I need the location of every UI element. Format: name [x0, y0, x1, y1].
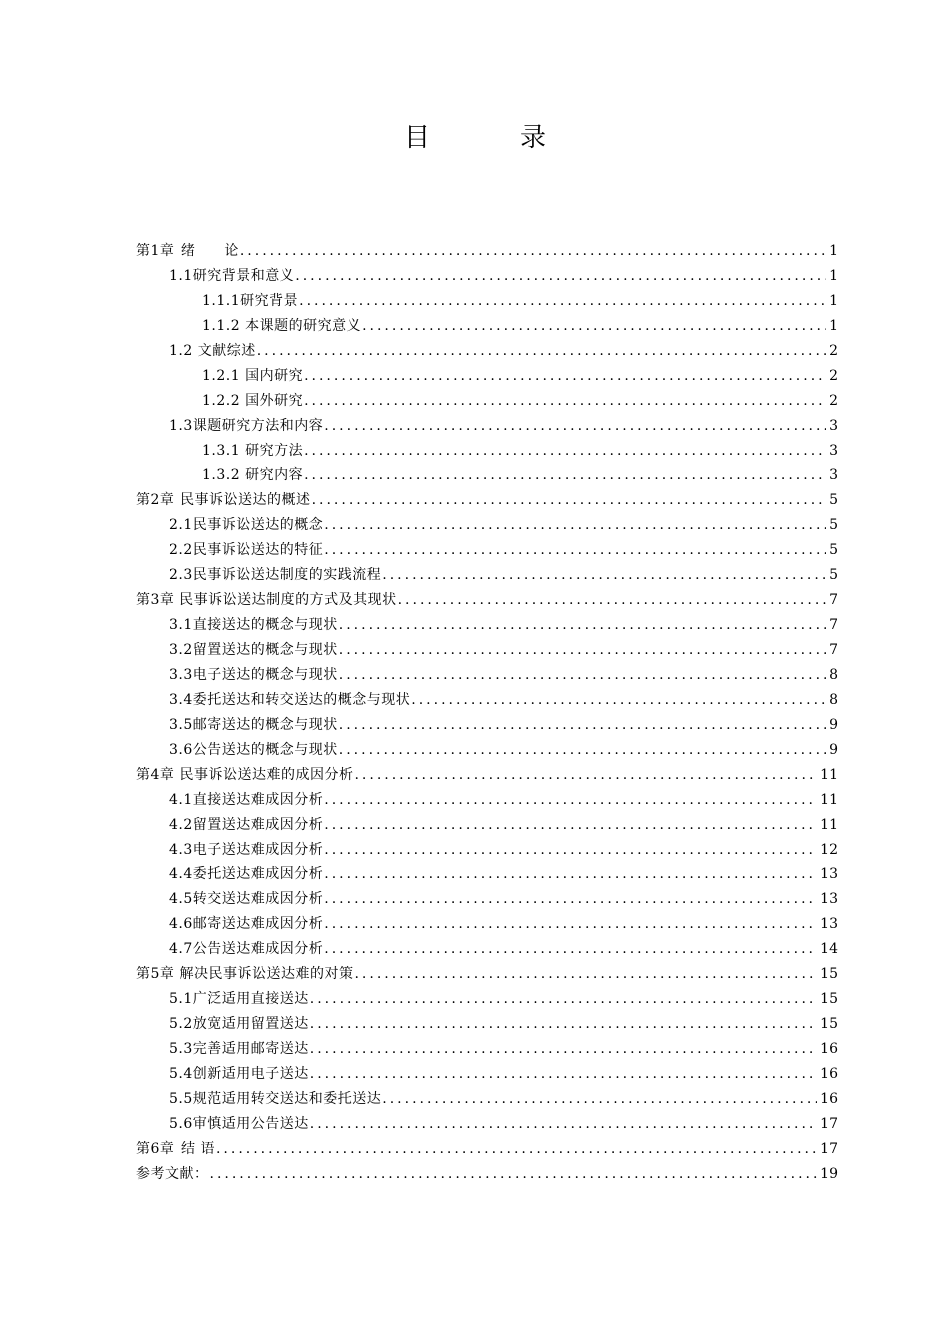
- toc-entry[interactable]: [136, 738, 838, 763]
- toc-entry-label: 3.1直接送达的概念与现状: [169, 617, 338, 634]
- toc-dot-leader: [324, 538, 826, 563]
- toc-page-number: 1: [829, 317, 838, 334]
- toc-dot-leader: [339, 663, 826, 688]
- toc-entry[interactable]: [136, 788, 838, 813]
- toc-dot-leader: [324, 838, 817, 863]
- toc-dot-leader: [354, 763, 817, 788]
- toc-page-number: 15: [820, 966, 838, 983]
- toc-page-number: 3: [829, 467, 838, 484]
- toc-entry-label: 5.4创新适用电子送达: [169, 1065, 309, 1082]
- toc-entry[interactable]: [136, 862, 838, 887]
- toc-entry[interactable]: [136, 838, 838, 863]
- toc-dot-leader: [324, 788, 817, 813]
- toc-entry-label: 民事诉讼送达制度的方式及其现状: [179, 592, 397, 609]
- toc-entry[interactable]: [136, 663, 838, 688]
- toc-dot-leader: [304, 389, 826, 414]
- toc-page-number: 11: [820, 816, 838, 833]
- toc-page-number: 7: [829, 592, 838, 609]
- toc-page-number: 13: [820, 866, 838, 883]
- toc-entry[interactable]: [136, 713, 838, 738]
- toc-dot-leader: [339, 713, 826, 738]
- toc-page-number: 9: [829, 741, 838, 758]
- toc-page-number: 5: [829, 567, 838, 584]
- toc-dot-leader: [324, 414, 826, 439]
- toc-dot-leader: [339, 638, 826, 663]
- toc-page-number: 8: [829, 691, 838, 708]
- toc-entry[interactable]: [136, 962, 838, 987]
- toc-entry[interactable]: [136, 364, 838, 389]
- toc-dot-leader: [312, 488, 827, 513]
- toc-page-number: 14: [820, 941, 838, 958]
- toc-entry-label: 解决民事诉讼送达难的对策: [179, 966, 354, 983]
- toc-dot-leader: [324, 937, 817, 962]
- toc-entry[interactable]: [136, 289, 838, 314]
- toc-page-number: 7: [829, 617, 838, 634]
- toc-page-number: 19: [820, 1165, 838, 1182]
- toc-entry-label: 5.2放宽适用留置送达: [169, 1016, 309, 1033]
- toc-page-number: 15: [820, 1016, 838, 1033]
- toc-entry-label: 民事诉讼送达难的成因分析: [179, 766, 354, 783]
- toc-page-number: 13: [820, 891, 838, 908]
- toc-entry[interactable]: [136, 1037, 838, 1062]
- toc-page-number: 17: [820, 1140, 838, 1157]
- toc-entry[interactable]: [136, 1062, 838, 1087]
- toc-dot-leader: [310, 1012, 817, 1037]
- toc-entry-label: 4.2留置送达难成因分析: [169, 816, 324, 833]
- toc-page-number: 5: [829, 492, 838, 509]
- toc-entry[interactable]: [136, 763, 838, 788]
- toc-entry[interactable]: [136, 463, 838, 488]
- toc-page-number: 5: [829, 542, 838, 559]
- toc-entry-label: 1.2.2 国外研究: [202, 392, 304, 409]
- toc-dot-leader: [304, 439, 826, 464]
- toc-page-number: 15: [820, 991, 838, 1008]
- toc-entry-label: 2.2民事诉讼送达的特征: [169, 542, 324, 559]
- toc-page-number: 9: [829, 716, 838, 733]
- toc-page-number: 3: [829, 417, 838, 434]
- toc-entry[interactable]: [136, 1137, 838, 1162]
- toc-entry-label: 1.2 文献综述: [169, 342, 256, 359]
- toc-page-number: 11: [820, 791, 838, 808]
- toc-entry[interactable]: [136, 389, 838, 414]
- toc-entry[interactable]: [136, 813, 838, 838]
- toc-page-number: 1: [829, 243, 838, 259]
- toc-entry[interactable]: [136, 414, 838, 439]
- toc-entry-label: 4.3电子送达难成因分析: [169, 841, 324, 858]
- toc-page-number: 12: [820, 841, 838, 858]
- toc-page-number: 1: [829, 292, 838, 309]
- toc-entry-label: 3.2留置送达的概念与现状: [169, 642, 338, 658]
- toc-page-number: 11: [820, 766, 838, 783]
- toc-entry[interactable]: [136, 1012, 838, 1037]
- toc-entry-label: 1.3课题研究方法和内容: [169, 417, 324, 434]
- toc-entry-label: 1.1.2 本课题的研究意义: [202, 317, 362, 334]
- toc-dot-leader: [304, 364, 826, 389]
- toc-entry[interactable]: [136, 912, 838, 937]
- toc-entry[interactable]: [136, 239, 838, 264]
- toc-dot-leader: [324, 912, 817, 937]
- toc-entry[interactable]: [136, 987, 838, 1012]
- toc-entry[interactable]: [136, 1112, 838, 1137]
- toc-entry-label: 3.4委托送达和转交送达的概念与现状: [169, 691, 411, 708]
- toc-entry-label: 5.5规范适用转交送达和委托送达: [169, 1090, 382, 1107]
- toc-dot-leader: [411, 688, 826, 713]
- toc-entry[interactable]: [136, 513, 838, 538]
- toc-page-number: 2: [829, 392, 838, 409]
- toc-entry-label: 参考文献：: [136, 1165, 209, 1182]
- toc-page-number: 2: [829, 367, 838, 384]
- toc-page-number: 7: [829, 642, 838, 658]
- toc-entry-label: 5.1广泛适用直接送达: [169, 991, 309, 1008]
- toc-title: 目 录: [403, 123, 578, 153]
- toc-entry-label: 4.4委托送达难成因分析: [169, 866, 324, 883]
- toc-page-number: 8: [829, 666, 838, 683]
- toc-dot-leader: [398, 588, 826, 613]
- toc-entry-label: 2.1民事诉讼送达的概念: [169, 517, 324, 534]
- toc-entry-label: 1.1.1研究背景: [202, 292, 299, 309]
- toc-entry[interactable]: [136, 538, 838, 563]
- toc-dot-leader: [310, 987, 817, 1012]
- toc-entry[interactable]: [136, 588, 838, 613]
- toc-entry-label: 4.1直接送达难成因分析: [169, 791, 324, 808]
- toc-dot-leader: [295, 264, 826, 289]
- toc-dot-leader: [339, 613, 826, 638]
- toc-entry[interactable]: [136, 887, 838, 912]
- toc-entry-label: 3.6公告送达的概念与现状: [169, 741, 338, 758]
- toc-dot-leader: [299, 289, 826, 314]
- toc-entry-label: 1.2.1 国内研究: [202, 367, 304, 384]
- toc-dot-leader: [324, 513, 826, 538]
- toc-page-number: 16: [820, 1065, 838, 1082]
- toc-dot-leader: [210, 1162, 818, 1187]
- toc-entry-label: 2.3民事诉讼送达制度的实践流程: [169, 567, 382, 584]
- toc-dot-leader: [310, 1112, 817, 1137]
- toc-entry[interactable]: [136, 1162, 838, 1187]
- toc-dot-leader: [257, 339, 826, 364]
- toc-dot-leader: [240, 239, 826, 264]
- toc-dot-leader: [310, 1062, 817, 1087]
- toc-dot-leader: [382, 1087, 817, 1112]
- toc-entry-label: 4.5转交送达难成因分析: [169, 891, 324, 908]
- toc-entry[interactable]: [136, 314, 838, 339]
- toc-dot-leader: [362, 314, 826, 339]
- toc-page-number: 1: [829, 267, 838, 284]
- toc-entry-label: 5.3完善适用邮寄送达: [169, 1041, 309, 1057]
- toc-entry[interactable]: [136, 439, 838, 464]
- toc-entry-label: 绪 论: [180, 243, 239, 259]
- toc-entry-label: 1.1研究背景和意义: [169, 267, 295, 284]
- toc-entry-label: 5.6审慎适用公告送达: [169, 1115, 309, 1132]
- toc-chapter-number: 第2章: [136, 492, 175, 509]
- toc-page-number: 13: [820, 916, 838, 933]
- toc-entry[interactable]: [136, 264, 838, 289]
- toc-chapter-number: 第1章: [136, 243, 175, 259]
- toc-page-number: 3: [829, 442, 838, 459]
- toc-chapter-number: 第3章: [136, 592, 175, 609]
- toc-dot-leader: [304, 463, 826, 488]
- toc-entry[interactable]: [136, 688, 838, 713]
- toc-page-number: 16: [820, 1090, 838, 1107]
- toc-dot-leader: [324, 813, 817, 838]
- toc-entry[interactable]: [136, 1087, 838, 1112]
- toc-entry-label: 1.3.2 研究内容: [202, 467, 304, 484]
- toc-entry-label: 1.3.1 研究方法: [202, 442, 304, 459]
- toc-dot-leader: [324, 887, 817, 912]
- toc-chapter-number: 第5章: [136, 966, 175, 983]
- toc-dot-leader: [216, 1137, 817, 1162]
- toc-page-number: 16: [820, 1041, 838, 1057]
- toc-entry-label: 4.6邮寄送达难成因分析: [169, 916, 324, 933]
- toc-page-number: 17: [820, 1115, 838, 1132]
- toc-page-number: 5: [829, 517, 838, 534]
- toc-dot-leader: [310, 1037, 817, 1062]
- toc-entry[interactable]: [136, 563, 838, 588]
- toc-entry-label: 结 语: [181, 1140, 215, 1157]
- toc-dot-leader: [354, 962, 817, 987]
- table-of-contents: [136, 239, 838, 1187]
- toc-entry-label: 3.3电子送达的概念与现状: [169, 666, 338, 683]
- toc-entry[interactable]: [136, 638, 838, 663]
- toc-entry-label: 3.5邮寄送达的概念与现状: [169, 716, 338, 733]
- toc-entry-label: 4.7公告送达难成因分析: [169, 941, 324, 958]
- toc-entry[interactable]: [136, 488, 838, 513]
- toc-page-number: 2: [829, 342, 838, 359]
- toc-dot-leader: [382, 563, 826, 588]
- toc-dot-leader: [324, 862, 817, 887]
- toc-chapter-number: 第6章: [136, 1140, 175, 1157]
- toc-entry[interactable]: [136, 339, 838, 364]
- toc-dot-leader: [339, 738, 826, 763]
- toc-entry[interactable]: [136, 613, 838, 638]
- toc-entry-label: 民事诉讼送达的概述: [180, 492, 311, 509]
- toc-chapter-number: 第4章: [136, 766, 175, 783]
- toc-entry[interactable]: [136, 937, 838, 962]
